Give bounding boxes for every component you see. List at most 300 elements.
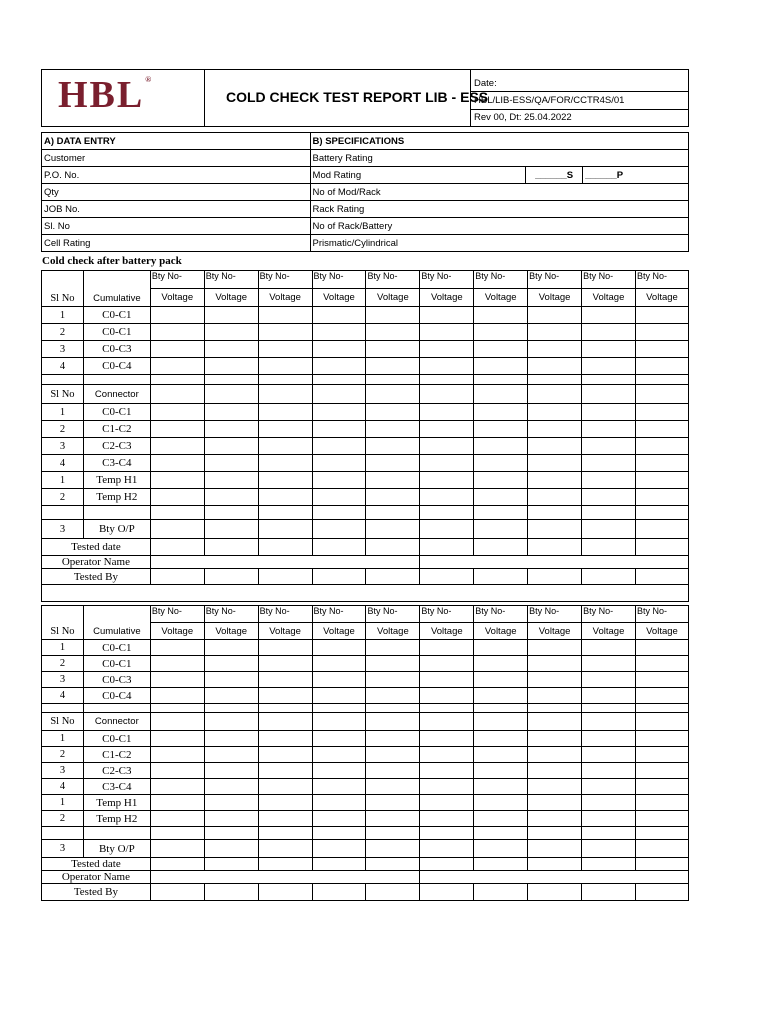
voltage-input[interactable] xyxy=(474,747,528,763)
voltage-input[interactable] xyxy=(582,472,636,489)
voltage-input[interactable] xyxy=(258,307,312,324)
voltage-input[interactable] xyxy=(635,455,688,472)
spacer-input[interactable] xyxy=(635,375,688,385)
voltage-input[interactable] xyxy=(635,472,688,489)
voltage-input[interactable] xyxy=(258,385,312,404)
voltage-input[interactable] xyxy=(582,763,636,779)
voltage-input[interactable] xyxy=(312,713,366,731)
voltage-input[interactable] xyxy=(150,811,204,827)
voltage-input[interactable] xyxy=(258,713,312,731)
voltage-input[interactable] xyxy=(312,811,366,827)
voltage-input[interactable] xyxy=(258,341,312,358)
voltage-input[interactable] xyxy=(582,307,636,324)
spacer-input[interactable] xyxy=(528,704,582,713)
voltage-input[interactable] xyxy=(312,421,366,438)
spacer-input[interactable] xyxy=(204,506,258,520)
voltage-input[interactable] xyxy=(635,520,688,539)
spacer-input[interactable] xyxy=(635,506,688,520)
voltage-input[interactable] xyxy=(258,455,312,472)
voltage-input[interactable] xyxy=(258,358,312,375)
voltage-input[interactable] xyxy=(635,324,688,341)
voltage-input[interactable] xyxy=(258,438,312,455)
tested-date-input[interactable] xyxy=(312,858,366,871)
voltage-input[interactable] xyxy=(366,795,420,811)
voltage-input[interactable] xyxy=(312,404,366,421)
voltage-input[interactable] xyxy=(366,747,420,763)
voltage-input[interactable] xyxy=(312,455,366,472)
voltage-input[interactable] xyxy=(635,811,688,827)
voltage-input[interactable] xyxy=(312,731,366,747)
tested-date-input[interactable] xyxy=(204,539,258,556)
voltage-input[interactable] xyxy=(528,455,582,472)
voltage-input[interactable] xyxy=(635,713,688,731)
voltage-input[interactable] xyxy=(582,438,636,455)
tested-by-input[interactable] xyxy=(528,569,582,585)
voltage-input[interactable] xyxy=(258,472,312,489)
voltage-input[interactable] xyxy=(635,640,688,656)
voltage-input[interactable] xyxy=(474,307,528,324)
spacer-cell[interactable] xyxy=(42,375,84,385)
spacer-input[interactable] xyxy=(258,827,312,840)
voltage-input[interactable] xyxy=(204,779,258,795)
voltage-input[interactable] xyxy=(474,731,528,747)
voltage-input[interactable] xyxy=(366,731,420,747)
voltage-input[interactable] xyxy=(150,747,204,763)
voltage-input[interactable] xyxy=(582,358,636,375)
voltage-input[interactable] xyxy=(635,656,688,672)
tested-by-input[interactable] xyxy=(420,569,474,585)
voltage-input[interactable] xyxy=(582,489,636,506)
voltage-input[interactable] xyxy=(366,421,420,438)
voltage-input[interactable] xyxy=(528,672,582,688)
operator-name-input[interactable] xyxy=(420,556,689,569)
voltage-input[interactable] xyxy=(150,672,204,688)
spacer-input[interactable] xyxy=(258,506,312,520)
voltage-input[interactable] xyxy=(204,656,258,672)
voltage-input[interactable] xyxy=(312,747,366,763)
voltage-input[interactable] xyxy=(528,307,582,324)
voltage-input[interactable] xyxy=(635,795,688,811)
voltage-input[interactable] xyxy=(150,713,204,731)
tested-by-input[interactable] xyxy=(420,884,474,901)
voltage-input[interactable] xyxy=(635,672,688,688)
voltage-input[interactable] xyxy=(474,341,528,358)
tested-date-input[interactable] xyxy=(635,539,688,556)
voltage-input[interactable] xyxy=(474,421,528,438)
voltage-input[interactable] xyxy=(258,747,312,763)
voltage-input[interactable] xyxy=(258,640,312,656)
spacer-input[interactable] xyxy=(150,375,204,385)
spacer-input[interactable] xyxy=(312,704,366,713)
voltage-input[interactable] xyxy=(258,489,312,506)
voltage-input[interactable] xyxy=(582,341,636,358)
voltage-input[interactable] xyxy=(366,763,420,779)
voltage-input[interactable] xyxy=(635,421,688,438)
spacer-input[interactable] xyxy=(528,375,582,385)
voltage-input[interactable] xyxy=(312,672,366,688)
voltage-input[interactable] xyxy=(312,358,366,375)
voltage-input[interactable] xyxy=(582,731,636,747)
voltage-input[interactable] xyxy=(150,438,204,455)
voltage-input[interactable] xyxy=(635,840,688,858)
spacer-input[interactable] xyxy=(582,827,636,840)
tested-by-input[interactable] xyxy=(312,569,366,585)
voltage-input[interactable] xyxy=(366,385,420,404)
voltage-input[interactable] xyxy=(366,324,420,341)
voltage-input[interactable] xyxy=(474,840,528,858)
voltage-input[interactable] xyxy=(474,713,528,731)
spacer-input[interactable] xyxy=(582,704,636,713)
tested-by-input[interactable] xyxy=(204,569,258,585)
voltage-input[interactable] xyxy=(635,763,688,779)
voltage-input[interactable] xyxy=(366,520,420,539)
voltage-input[interactable] xyxy=(366,672,420,688)
voltage-input[interactable] xyxy=(474,688,528,704)
tested-date-input[interactable] xyxy=(420,539,474,556)
voltage-input[interactable] xyxy=(420,795,474,811)
spacer-input[interactable] xyxy=(150,827,204,840)
voltage-input[interactable] xyxy=(528,404,582,421)
voltage-input[interactable] xyxy=(204,520,258,539)
spacer-cell[interactable] xyxy=(42,827,84,840)
operator-name-input[interactable] xyxy=(420,871,689,884)
spacer-input[interactable] xyxy=(312,827,366,840)
spacer-input[interactable] xyxy=(420,375,474,385)
tested-by-input[interactable] xyxy=(366,569,420,585)
voltage-input[interactable] xyxy=(420,307,474,324)
voltage-input[interactable] xyxy=(420,421,474,438)
tested-by-input[interactable] xyxy=(474,569,528,585)
spacer-input[interactable] xyxy=(582,506,636,520)
tested-by-input[interactable] xyxy=(635,569,688,585)
voltage-input[interactable] xyxy=(366,779,420,795)
voltage-input[interactable] xyxy=(312,520,366,539)
tested-by-input[interactable] xyxy=(204,884,258,901)
voltage-input[interactable] xyxy=(474,472,528,489)
voltage-input[interactable] xyxy=(420,656,474,672)
voltage-input[interactable] xyxy=(258,672,312,688)
voltage-input[interactable] xyxy=(635,731,688,747)
voltage-input[interactable] xyxy=(312,640,366,656)
spacer-cell[interactable] xyxy=(83,827,150,840)
voltage-input[interactable] xyxy=(204,840,258,858)
tested-date-input[interactable] xyxy=(366,858,420,871)
spacer-input[interactable] xyxy=(366,704,420,713)
voltage-input[interactable] xyxy=(528,438,582,455)
voltage-input[interactable] xyxy=(204,731,258,747)
voltage-input[interactable] xyxy=(528,840,582,858)
voltage-input[interactable] xyxy=(258,811,312,827)
spacer-cell[interactable] xyxy=(42,506,84,520)
voltage-input[interactable] xyxy=(150,656,204,672)
voltage-input[interactable] xyxy=(582,421,636,438)
voltage-input[interactable] xyxy=(258,520,312,539)
voltage-input[interactable] xyxy=(474,438,528,455)
voltage-input[interactable] xyxy=(312,341,366,358)
spacer-input[interactable] xyxy=(474,375,528,385)
voltage-input[interactable] xyxy=(420,672,474,688)
spacer-cell[interactable] xyxy=(83,704,150,713)
voltage-input[interactable] xyxy=(635,358,688,375)
tested-date-input[interactable] xyxy=(474,858,528,871)
voltage-input[interactable] xyxy=(635,307,688,324)
voltage-input[interactable] xyxy=(528,358,582,375)
spacer-input[interactable] xyxy=(635,704,688,713)
voltage-input[interactable] xyxy=(366,489,420,506)
voltage-input[interactable] xyxy=(528,640,582,656)
voltage-input[interactable] xyxy=(528,385,582,404)
voltage-input[interactable] xyxy=(312,438,366,455)
voltage-input[interactable] xyxy=(582,385,636,404)
tested-date-input[interactable] xyxy=(312,539,366,556)
spacer-input[interactable] xyxy=(204,375,258,385)
voltage-input[interactable] xyxy=(204,672,258,688)
voltage-input[interactable] xyxy=(204,688,258,704)
voltage-input[interactable] xyxy=(474,640,528,656)
voltage-input[interactable] xyxy=(474,763,528,779)
voltage-input[interactable] xyxy=(420,811,474,827)
tested-date-input[interactable] xyxy=(528,539,582,556)
voltage-input[interactable] xyxy=(528,763,582,779)
voltage-input[interactable] xyxy=(582,404,636,421)
voltage-input[interactable] xyxy=(474,795,528,811)
voltage-input[interactable] xyxy=(528,811,582,827)
voltage-input[interactable] xyxy=(528,341,582,358)
voltage-input[interactable] xyxy=(258,779,312,795)
voltage-input[interactable] xyxy=(582,520,636,539)
voltage-input[interactable] xyxy=(150,341,204,358)
voltage-input[interactable] xyxy=(582,640,636,656)
spacer-cell[interactable] xyxy=(42,704,84,713)
spacer-input[interactable] xyxy=(635,827,688,840)
voltage-input[interactable] xyxy=(528,731,582,747)
voltage-input[interactable] xyxy=(204,489,258,506)
voltage-input[interactable] xyxy=(420,747,474,763)
voltage-input[interactable] xyxy=(635,747,688,763)
voltage-input[interactable] xyxy=(474,656,528,672)
voltage-input[interactable] xyxy=(635,341,688,358)
spacer-input[interactable] xyxy=(474,506,528,520)
tested-by-input[interactable] xyxy=(312,884,366,901)
spacer-input[interactable] xyxy=(204,704,258,713)
voltage-input[interactable] xyxy=(204,307,258,324)
voltage-input[interactable] xyxy=(150,795,204,811)
spacer-input[interactable] xyxy=(474,827,528,840)
voltage-input[interactable] xyxy=(204,358,258,375)
voltage-input[interactable] xyxy=(150,358,204,375)
voltage-input[interactable] xyxy=(312,688,366,704)
voltage-input[interactable] xyxy=(582,779,636,795)
voltage-input[interactable] xyxy=(204,438,258,455)
voltage-input[interactable] xyxy=(204,747,258,763)
operator-name-input[interactable] xyxy=(150,556,420,569)
voltage-input[interactable] xyxy=(420,404,474,421)
voltage-input[interactable] xyxy=(582,713,636,731)
tested-date-input[interactable] xyxy=(258,539,312,556)
tested-date-input[interactable] xyxy=(420,858,474,871)
voltage-input[interactable] xyxy=(258,656,312,672)
voltage-input[interactable] xyxy=(312,763,366,779)
spacer-input[interactable] xyxy=(528,506,582,520)
voltage-input[interactable] xyxy=(528,421,582,438)
voltage-input[interactable] xyxy=(635,779,688,795)
voltage-input[interactable] xyxy=(204,472,258,489)
voltage-input[interactable] xyxy=(204,811,258,827)
voltage-input[interactable] xyxy=(420,489,474,506)
voltage-input[interactable] xyxy=(204,404,258,421)
voltage-input[interactable] xyxy=(312,324,366,341)
spacer-input[interactable] xyxy=(366,827,420,840)
voltage-input[interactable] xyxy=(366,811,420,827)
voltage-input[interactable] xyxy=(150,307,204,324)
voltage-input[interactable] xyxy=(420,324,474,341)
voltage-input[interactable] xyxy=(635,385,688,404)
voltage-input[interactable] xyxy=(150,472,204,489)
spacer-input[interactable] xyxy=(420,506,474,520)
spacer-input[interactable] xyxy=(312,506,366,520)
voltage-input[interactable] xyxy=(528,747,582,763)
voltage-input[interactable] xyxy=(420,438,474,455)
voltage-input[interactable] xyxy=(366,688,420,704)
tested-date-input[interactable] xyxy=(582,858,636,871)
voltage-input[interactable] xyxy=(474,672,528,688)
tested-by-input[interactable] xyxy=(258,569,312,585)
voltage-input[interactable] xyxy=(582,811,636,827)
blank-row[interactable] xyxy=(42,585,689,602)
spacer-input[interactable] xyxy=(150,704,204,713)
voltage-input[interactable] xyxy=(366,713,420,731)
voltage-input[interactable] xyxy=(150,324,204,341)
voltage-input[interactable] xyxy=(150,779,204,795)
voltage-input[interactable] xyxy=(366,438,420,455)
voltage-input[interactable] xyxy=(204,640,258,656)
voltage-input[interactable] xyxy=(420,385,474,404)
voltage-input[interactable] xyxy=(312,472,366,489)
voltage-input[interactable] xyxy=(528,489,582,506)
tested-date-input[interactable] xyxy=(366,539,420,556)
tested-date-input[interactable] xyxy=(204,858,258,871)
voltage-input[interactable] xyxy=(420,779,474,795)
spacer-input[interactable] xyxy=(420,827,474,840)
voltage-input[interactable] xyxy=(420,472,474,489)
voltage-input[interactable] xyxy=(474,455,528,472)
voltage-input[interactable] xyxy=(420,713,474,731)
voltage-input[interactable] xyxy=(312,779,366,795)
voltage-input[interactable] xyxy=(635,489,688,506)
voltage-input[interactable] xyxy=(582,840,636,858)
voltage-input[interactable] xyxy=(258,421,312,438)
tested-by-input[interactable] xyxy=(528,884,582,901)
voltage-input[interactable] xyxy=(420,520,474,539)
spacer-input[interactable] xyxy=(258,704,312,713)
voltage-input[interactable] xyxy=(366,472,420,489)
spacer-input[interactable] xyxy=(474,704,528,713)
voltage-input[interactable] xyxy=(635,438,688,455)
voltage-input[interactable] xyxy=(150,731,204,747)
voltage-input[interactable] xyxy=(528,656,582,672)
voltage-input[interactable] xyxy=(366,307,420,324)
voltage-input[interactable] xyxy=(204,713,258,731)
voltage-input[interactable] xyxy=(528,472,582,489)
tested-by-input[interactable] xyxy=(582,569,636,585)
voltage-input[interactable] xyxy=(366,341,420,358)
voltage-input[interactable] xyxy=(420,688,474,704)
voltage-input[interactable] xyxy=(582,656,636,672)
voltage-input[interactable] xyxy=(150,763,204,779)
voltage-input[interactable] xyxy=(474,489,528,506)
voltage-input[interactable] xyxy=(582,324,636,341)
voltage-input[interactable] xyxy=(204,421,258,438)
voltage-input[interactable] xyxy=(258,404,312,421)
voltage-input[interactable] xyxy=(528,795,582,811)
voltage-input[interactable] xyxy=(150,404,204,421)
voltage-input[interactable] xyxy=(312,307,366,324)
spacer-input[interactable] xyxy=(258,375,312,385)
voltage-input[interactable] xyxy=(528,324,582,341)
spacer-input[interactable] xyxy=(528,827,582,840)
spacer-input[interactable] xyxy=(582,375,636,385)
tested-by-input[interactable] xyxy=(150,884,204,901)
voltage-input[interactable] xyxy=(258,731,312,747)
spacer-input[interactable] xyxy=(366,375,420,385)
voltage-input[interactable] xyxy=(366,840,420,858)
voltage-input[interactable] xyxy=(474,358,528,375)
voltage-input[interactable] xyxy=(474,324,528,341)
operator-name-input[interactable] xyxy=(150,871,420,884)
tested-by-input[interactable] xyxy=(635,884,688,901)
voltage-input[interactable] xyxy=(258,795,312,811)
voltage-input[interactable] xyxy=(258,688,312,704)
voltage-input[interactable] xyxy=(635,688,688,704)
voltage-input[interactable] xyxy=(150,455,204,472)
voltage-input[interactable] xyxy=(258,324,312,341)
spacer-input[interactable] xyxy=(150,506,204,520)
voltage-input[interactable] xyxy=(150,421,204,438)
tested-date-input[interactable] xyxy=(258,858,312,871)
spacer-input[interactable] xyxy=(204,827,258,840)
voltage-input[interactable] xyxy=(150,520,204,539)
voltage-input[interactable] xyxy=(474,404,528,421)
voltage-input[interactable] xyxy=(420,731,474,747)
voltage-input[interactable] xyxy=(635,404,688,421)
voltage-input[interactable] xyxy=(474,811,528,827)
voltage-input[interactable] xyxy=(420,455,474,472)
voltage-input[interactable] xyxy=(528,688,582,704)
voltage-input[interactable] xyxy=(528,713,582,731)
spacer-input[interactable] xyxy=(312,375,366,385)
voltage-input[interactable] xyxy=(366,656,420,672)
voltage-input[interactable] xyxy=(420,840,474,858)
voltage-input[interactable] xyxy=(204,385,258,404)
tested-date-input[interactable] xyxy=(474,539,528,556)
voltage-input[interactable] xyxy=(582,688,636,704)
voltage-input[interactable] xyxy=(312,385,366,404)
voltage-input[interactable] xyxy=(582,455,636,472)
voltage-input[interactable] xyxy=(366,358,420,375)
tested-date-input[interactable] xyxy=(582,539,636,556)
voltage-input[interactable] xyxy=(366,640,420,656)
spacer-input[interactable] xyxy=(420,704,474,713)
tested-by-input[interactable] xyxy=(258,884,312,901)
voltage-input[interactable] xyxy=(420,763,474,779)
voltage-input[interactable] xyxy=(150,385,204,404)
voltage-input[interactable] xyxy=(312,840,366,858)
spacer-cell[interactable] xyxy=(83,506,150,520)
voltage-input[interactable] xyxy=(150,489,204,506)
voltage-input[interactable] xyxy=(474,520,528,539)
tested-date-input[interactable] xyxy=(635,858,688,871)
tested-by-input[interactable] xyxy=(366,884,420,901)
